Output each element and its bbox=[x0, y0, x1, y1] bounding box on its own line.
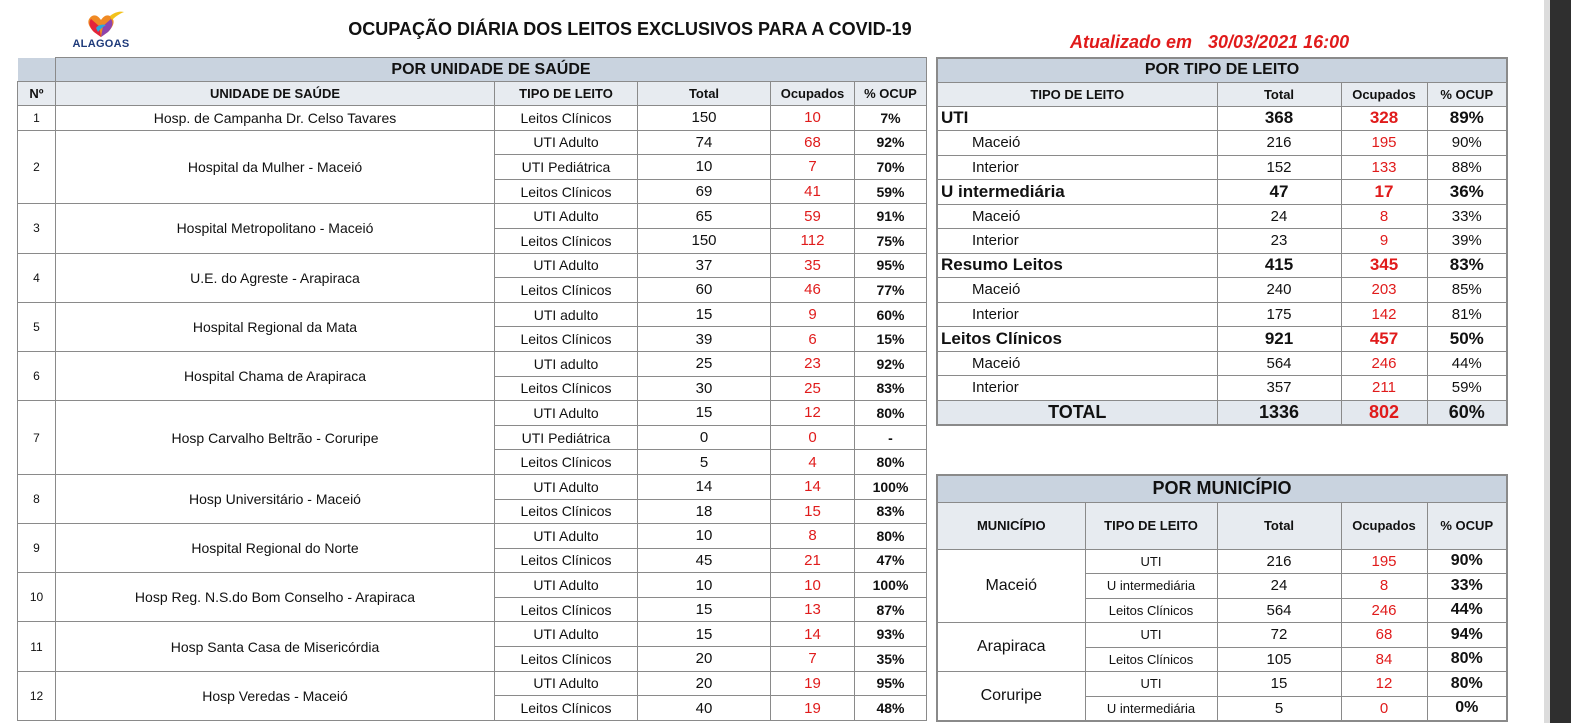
row-label: Interior bbox=[937, 376, 1217, 401]
bed-type: UTI Adulto bbox=[495, 474, 638, 499]
row-total: 1336 bbox=[1217, 400, 1341, 425]
bed-occupancy-pct: 77% bbox=[855, 278, 927, 303]
table-row bbox=[937, 400, 1507, 425]
blank-corner bbox=[18, 58, 56, 82]
bed-occupied: 68 bbox=[771, 130, 855, 155]
updated-timestamp bbox=[1070, 32, 1349, 53]
row-label: Maceió bbox=[937, 351, 1217, 376]
bed-occupied: 0 bbox=[1341, 696, 1427, 721]
row-occupied: 133 bbox=[1341, 155, 1427, 180]
unit-name: Hosp Universitário - Maceió bbox=[56, 474, 495, 523]
unit-number: 11 bbox=[18, 622, 56, 671]
bed-type: Leitos Clínicos bbox=[495, 647, 638, 672]
unit-name: Hospital Chama de Arapiraca bbox=[56, 351, 495, 400]
bed-occupied: 0 bbox=[771, 425, 855, 450]
row-occupied: 211 bbox=[1341, 376, 1427, 401]
unit-name: Hosp Veredas - Maceió bbox=[56, 671, 495, 720]
bed-total: 10 bbox=[638, 524, 771, 549]
table-row bbox=[937, 155, 1507, 180]
table-por-unidade bbox=[17, 57, 927, 721]
table-row bbox=[18, 130, 927, 155]
row-label: Interior bbox=[937, 302, 1217, 327]
row-occupied: 328 bbox=[1341, 106, 1427, 131]
unit-name: Hosp. de Campanha Dr. Celso Tavares bbox=[56, 106, 495, 131]
bed-occupancy-pct: 83% bbox=[855, 499, 927, 524]
col-header-ocup: Ocupados bbox=[1341, 502, 1427, 549]
bed-type: Leitos Clínicos bbox=[495, 696, 638, 721]
bed-total: 25 bbox=[638, 351, 771, 376]
bed-total: 74 bbox=[638, 130, 771, 155]
bed-total: 14 bbox=[638, 474, 771, 499]
row-occupancy-pct: 33% bbox=[1427, 204, 1507, 229]
bed-occupied: 12 bbox=[1341, 672, 1427, 697]
bed-type: UTI Adulto bbox=[495, 573, 638, 598]
bed-occupancy-pct: 7% bbox=[855, 106, 927, 131]
bed-occupied: 13 bbox=[771, 597, 855, 622]
bed-occupied: 6 bbox=[771, 327, 855, 352]
col-header-tipo: TIPO DE LEITO bbox=[495, 82, 638, 106]
row-total: 47 bbox=[1217, 180, 1341, 205]
bed-total: 150 bbox=[638, 228, 771, 253]
bed-total: 40 bbox=[638, 696, 771, 721]
bed-total: 45 bbox=[638, 548, 771, 573]
table-row bbox=[937, 376, 1507, 401]
table-row bbox=[937, 229, 1507, 254]
unit-name: U.E. do Agreste - Arapiraca bbox=[56, 253, 495, 302]
row-occupancy-pct: 81% bbox=[1427, 302, 1507, 327]
bed-occupancy-pct: 95% bbox=[855, 671, 927, 696]
bed-total: 105 bbox=[1217, 647, 1341, 672]
unit-number: 10 bbox=[18, 573, 56, 622]
unit-number: 6 bbox=[18, 351, 56, 400]
row-occupancy-pct: 39% bbox=[1427, 229, 1507, 254]
bed-type: Leitos Clínicos bbox=[1085, 598, 1217, 623]
bed-type: Leitos Clínicos bbox=[495, 278, 638, 303]
bed-occupied: 84 bbox=[1341, 647, 1427, 672]
bed-type: UTI bbox=[1085, 623, 1217, 648]
bed-type: Leitos Clínicos bbox=[495, 376, 638, 401]
bed-occupied: 14 bbox=[771, 474, 855, 499]
col-header-pct: % OCUP bbox=[1427, 82, 1507, 106]
col-header-total: Total bbox=[1217, 502, 1341, 549]
col-header-tipo: TIPO DE LEITO bbox=[937, 82, 1217, 106]
table-row bbox=[937, 278, 1507, 303]
bed-total: 5 bbox=[638, 450, 771, 475]
bed-occupied: 15 bbox=[771, 499, 855, 524]
logo-text: ALAGOAS bbox=[72, 38, 130, 50]
unit-number: 1 bbox=[18, 106, 56, 131]
bed-total: 20 bbox=[638, 671, 771, 696]
heart-swoosh-icon bbox=[66, 8, 136, 40]
bed-occupancy-pct: 59% bbox=[855, 179, 927, 204]
bed-occupancy-pct: 91% bbox=[855, 204, 927, 229]
bed-type: UTI bbox=[1085, 672, 1217, 697]
bed-occupancy-pct: 70% bbox=[855, 155, 927, 180]
bed-type: Leitos Clínicos bbox=[495, 548, 638, 573]
row-label: U intermediária bbox=[937, 180, 1217, 205]
unit-number: 12 bbox=[18, 671, 56, 720]
table-row bbox=[18, 351, 927, 376]
table-row bbox=[937, 672, 1507, 697]
table-row bbox=[18, 106, 927, 131]
row-occupied: 457 bbox=[1341, 327, 1427, 352]
bed-type: Leitos Clínicos bbox=[1085, 647, 1217, 672]
bed-occupied: 68 bbox=[1341, 623, 1427, 648]
bed-occupancy-pct: 0% bbox=[1427, 696, 1507, 721]
table-row bbox=[18, 204, 927, 229]
table-row bbox=[937, 327, 1507, 352]
city-name: Maceió bbox=[937, 549, 1085, 623]
row-occupancy-pct: 59% bbox=[1427, 376, 1507, 401]
bed-total: 15 bbox=[638, 401, 771, 426]
bed-occupancy-pct: - bbox=[855, 425, 927, 450]
bed-occupied: 19 bbox=[771, 671, 855, 696]
row-label: Leitos Clínicos bbox=[937, 327, 1217, 352]
bed-type: UTI adulto bbox=[495, 302, 638, 327]
unit-name: Hospital da Mulher - Maceió bbox=[56, 130, 495, 204]
col-header-ocup: Ocupados bbox=[771, 82, 855, 106]
table-row bbox=[18, 573, 927, 598]
col-header-mun: MUNICÍPIO bbox=[937, 502, 1085, 549]
table-row bbox=[18, 524, 927, 549]
bed-occupied: 21 bbox=[771, 548, 855, 573]
table-row bbox=[18, 622, 927, 647]
bed-total: 20 bbox=[638, 647, 771, 672]
bed-occupied: 41 bbox=[771, 179, 855, 204]
bed-occupied: 8 bbox=[771, 524, 855, 549]
bed-type: Leitos Clínicos bbox=[495, 106, 638, 131]
col-header-pct: % OCUP bbox=[1427, 502, 1507, 549]
bed-occupied: 8 bbox=[1341, 574, 1427, 599]
row-label: Interior bbox=[937, 155, 1217, 180]
bed-total: 10 bbox=[638, 573, 771, 598]
bed-total: 60 bbox=[638, 278, 771, 303]
row-total: 357 bbox=[1217, 376, 1341, 401]
row-occupied: 17 bbox=[1341, 180, 1427, 205]
bed-occupancy-pct: 93% bbox=[855, 622, 927, 647]
table-row bbox=[937, 106, 1507, 131]
bed-total: 72 bbox=[1217, 623, 1341, 648]
unit-number: 3 bbox=[18, 204, 56, 253]
row-occupancy-pct: 88% bbox=[1427, 155, 1507, 180]
table-row bbox=[18, 253, 927, 278]
row-occupancy-pct: 89% bbox=[1427, 106, 1507, 131]
bed-occupancy-pct: 83% bbox=[855, 376, 927, 401]
row-occupancy-pct: 90% bbox=[1427, 131, 1507, 156]
unit-name: Hospital Metropolitano - Maceió bbox=[56, 204, 495, 253]
unit-name: Hospital Regional da Mata bbox=[56, 302, 495, 351]
row-occupancy-pct: 83% bbox=[1427, 253, 1507, 278]
bed-occupancy-pct: 92% bbox=[855, 351, 927, 376]
row-label: Maceió bbox=[937, 204, 1217, 229]
table-row bbox=[937, 204, 1507, 229]
bed-total: 24 bbox=[1217, 574, 1341, 599]
city-name: Coruripe bbox=[937, 672, 1085, 721]
row-total: 368 bbox=[1217, 106, 1341, 131]
row-occupied: 246 bbox=[1341, 351, 1427, 376]
bed-occupied: 246 bbox=[1341, 598, 1427, 623]
bed-type: UTI Adulto bbox=[495, 401, 638, 426]
row-total: 152 bbox=[1217, 155, 1341, 180]
table-row bbox=[937, 549, 1507, 574]
bed-total: 15 bbox=[638, 622, 771, 647]
bed-type: Leitos Clínicos bbox=[495, 228, 638, 253]
bed-total: 30 bbox=[638, 376, 771, 401]
unit-number: 5 bbox=[18, 302, 56, 351]
bed-occupied: 9 bbox=[771, 302, 855, 327]
bed-type: Leitos Clínicos bbox=[495, 179, 638, 204]
col-header-num: Nº bbox=[18, 82, 56, 106]
col-header-tipo: TIPO DE LEITO bbox=[1085, 502, 1217, 549]
bed-occupied: 46 bbox=[771, 278, 855, 303]
bed-total: 18 bbox=[638, 499, 771, 524]
unit-number: 7 bbox=[18, 401, 56, 475]
bed-total: 216 bbox=[1217, 549, 1341, 574]
window-edge bbox=[1550, 0, 1571, 723]
alagoas-logo bbox=[66, 8, 146, 54]
bed-total: 65 bbox=[638, 204, 771, 229]
bed-occupancy-pct: 87% bbox=[855, 597, 927, 622]
city-name: Arapiraca bbox=[937, 623, 1085, 672]
bed-occupancy-pct: 15% bbox=[855, 327, 927, 352]
row-label: UTI bbox=[937, 106, 1217, 131]
row-label: Maceió bbox=[937, 278, 1217, 303]
col-header-total: Total bbox=[638, 82, 771, 106]
bed-total: 5 bbox=[1217, 696, 1341, 721]
bed-occupancy-pct: 80% bbox=[855, 450, 927, 475]
table-row bbox=[937, 253, 1507, 278]
bed-total: 69 bbox=[638, 179, 771, 204]
bed-occupancy-pct: 95% bbox=[855, 253, 927, 278]
col-header-pct: % OCUP bbox=[855, 82, 927, 106]
bed-type: UTI bbox=[1085, 549, 1217, 574]
table-por-municipio bbox=[936, 474, 1508, 722]
section-title: POR MUNICÍPIO bbox=[937, 475, 1507, 502]
table-row bbox=[18, 671, 927, 696]
bed-type: UTI Adulto bbox=[495, 253, 638, 278]
row-total: 415 bbox=[1217, 253, 1341, 278]
bed-occupied: 112 bbox=[771, 228, 855, 253]
bed-total: 15 bbox=[638, 597, 771, 622]
bed-total: 564 bbox=[1217, 598, 1341, 623]
bed-type: U intermediária bbox=[1085, 696, 1217, 721]
row-occupied: 9 bbox=[1341, 229, 1427, 254]
row-occupancy-pct: 50% bbox=[1427, 327, 1507, 352]
row-occupancy-pct: 44% bbox=[1427, 351, 1507, 376]
bed-type: UTI Adulto bbox=[495, 524, 638, 549]
section-title: POR TIPO DE LEITO bbox=[937, 58, 1507, 82]
table-row bbox=[18, 401, 927, 426]
row-occupancy-pct: 60% bbox=[1427, 400, 1507, 425]
bed-total: 0 bbox=[638, 425, 771, 450]
bed-type: Leitos Clínicos bbox=[495, 597, 638, 622]
bed-type: U intermediária bbox=[1085, 574, 1217, 599]
row-occupied: 802 bbox=[1341, 400, 1427, 425]
bed-occupied: 25 bbox=[771, 376, 855, 401]
updated-datetime: 30/03/2021 16:00 bbox=[1208, 32, 1350, 52]
row-total: 240 bbox=[1217, 278, 1341, 303]
bed-occupancy-pct: 94% bbox=[1427, 623, 1507, 648]
row-total: 24 bbox=[1217, 204, 1341, 229]
bed-occupied: 10 bbox=[771, 573, 855, 598]
unit-name: Hosp Carvalho Beltrão - Coruripe bbox=[56, 401, 495, 475]
bed-total: 39 bbox=[638, 327, 771, 352]
row-label: Interior bbox=[937, 229, 1217, 254]
bed-type: UTI Pediátrica bbox=[495, 425, 638, 450]
col-header-unit: UNIDADE DE SAÚDE bbox=[56, 82, 495, 106]
bed-occupancy-pct: 80% bbox=[855, 524, 927, 549]
bed-occupancy-pct: 47% bbox=[855, 548, 927, 573]
unit-number: 2 bbox=[18, 130, 56, 204]
bed-occupancy-pct: 80% bbox=[1427, 672, 1507, 697]
bed-total: 10 bbox=[638, 155, 771, 180]
bed-total: 150 bbox=[638, 106, 771, 131]
unit-number: 8 bbox=[18, 474, 56, 523]
bed-total: 15 bbox=[1217, 672, 1341, 697]
col-header-total: Total bbox=[1217, 82, 1341, 106]
bed-occupied: 19 bbox=[771, 696, 855, 721]
table-row bbox=[937, 302, 1507, 327]
unit-name: Hosp Santa Casa de Misericórdia bbox=[56, 622, 495, 671]
row-label: TOTAL bbox=[937, 400, 1217, 425]
bed-occupied: 4 bbox=[771, 450, 855, 475]
bed-occupancy-pct: 80% bbox=[1427, 647, 1507, 672]
bed-occupancy-pct: 100% bbox=[855, 474, 927, 499]
row-occupied: 195 bbox=[1341, 131, 1427, 156]
bed-occupied: 7 bbox=[771, 647, 855, 672]
updated-label: Atualizado em bbox=[1070, 32, 1193, 52]
col-header-ocup: Ocupados bbox=[1341, 82, 1427, 106]
row-occupied: 345 bbox=[1341, 253, 1427, 278]
bed-occupied: 23 bbox=[771, 351, 855, 376]
bed-occupancy-pct: 48% bbox=[855, 696, 927, 721]
row-occupied: 142 bbox=[1341, 302, 1427, 327]
bed-occupancy-pct: 90% bbox=[1427, 549, 1507, 574]
unit-name: Hosp Reg. N.S.do Bom Conselho - Arapiraca bbox=[56, 573, 495, 622]
bed-type: UTI Adulto bbox=[495, 622, 638, 647]
bed-type: Leitos Clínicos bbox=[495, 450, 638, 475]
table-row bbox=[18, 474, 927, 499]
table-row bbox=[937, 623, 1507, 648]
row-occupancy-pct: 85% bbox=[1427, 278, 1507, 303]
bed-occupancy-pct: 60% bbox=[855, 302, 927, 327]
bed-type: UTI Adulto bbox=[495, 671, 638, 696]
bed-type: Leitos Clínicos bbox=[495, 499, 638, 524]
bed-type: UTI Pediátrica bbox=[495, 155, 638, 180]
unit-number: 9 bbox=[18, 524, 56, 573]
bed-occupied: 35 bbox=[771, 253, 855, 278]
row-total: 216 bbox=[1217, 131, 1341, 156]
table-por-tipo bbox=[936, 57, 1508, 426]
bed-occupied: 14 bbox=[771, 622, 855, 647]
bed-occupied: 59 bbox=[771, 204, 855, 229]
bed-occupied: 7 bbox=[771, 155, 855, 180]
unit-number: 4 bbox=[18, 253, 56, 302]
table-row bbox=[937, 351, 1507, 376]
bed-type: Leitos Clínicos bbox=[495, 327, 638, 352]
bed-type: UTI Adulto bbox=[495, 130, 638, 155]
table-row bbox=[937, 180, 1507, 205]
bed-occupancy-pct: 92% bbox=[855, 130, 927, 155]
row-total: 23 bbox=[1217, 229, 1341, 254]
bed-occupied: 10 bbox=[771, 106, 855, 131]
bed-occupancy-pct: 35% bbox=[855, 647, 927, 672]
row-label: Resumo Leitos bbox=[937, 253, 1217, 278]
row-occupied: 203 bbox=[1341, 278, 1427, 303]
row-occupancy-pct: 36% bbox=[1427, 180, 1507, 205]
row-total: 564 bbox=[1217, 351, 1341, 376]
row-total: 175 bbox=[1217, 302, 1341, 327]
bed-occupancy-pct: 44% bbox=[1427, 598, 1507, 623]
bed-total: 15 bbox=[638, 302, 771, 327]
bed-type: UTI Adulto bbox=[495, 204, 638, 229]
page-title: OCUPAÇÃO DIÁRIA DOS LEITOS EXCLUSIVOS PARA A COVID-19 bbox=[348, 19, 912, 39]
bed-type: UTI adulto bbox=[495, 351, 638, 376]
table-row bbox=[18, 302, 927, 327]
row-label: Maceió bbox=[937, 131, 1217, 156]
bed-occupancy-pct: 80% bbox=[855, 401, 927, 426]
row-total: 921 bbox=[1217, 327, 1341, 352]
bed-occupied: 12 bbox=[771, 401, 855, 426]
section-title: POR UNIDADE DE SAÚDE bbox=[56, 58, 927, 82]
table-row bbox=[937, 131, 1507, 156]
bed-occupied: 195 bbox=[1341, 549, 1427, 574]
bed-occupancy-pct: 100% bbox=[855, 573, 927, 598]
bed-total: 37 bbox=[638, 253, 771, 278]
unit-name: Hospital Regional do Norte bbox=[56, 524, 495, 573]
row-occupied: 8 bbox=[1341, 204, 1427, 229]
bed-occupancy-pct: 75% bbox=[855, 228, 927, 253]
bed-occupancy-pct: 33% bbox=[1427, 574, 1507, 599]
